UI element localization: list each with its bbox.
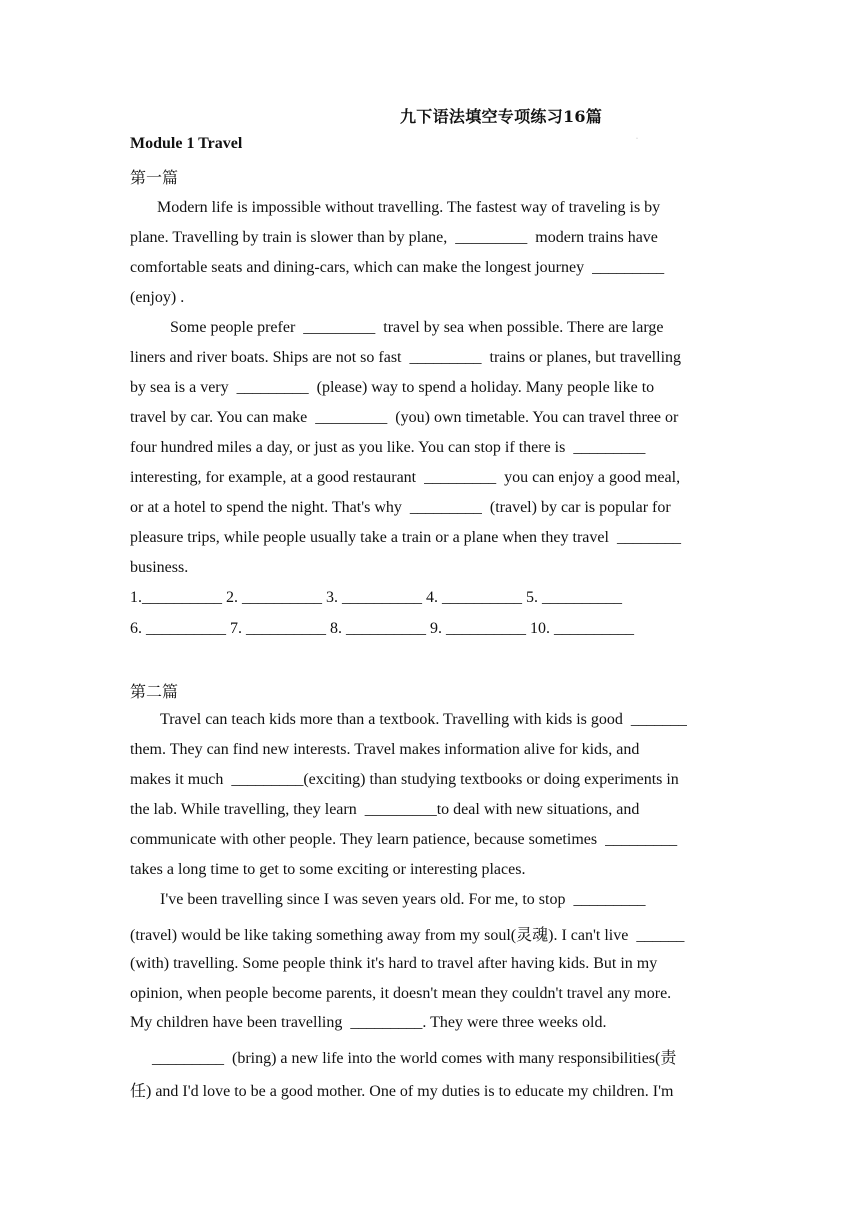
- passage1-line: pleasure trips, while people usually take a train or a plane when they travel ________: [130, 529, 681, 546]
- passage2-line: makes it much _________(exciting) than studying textbooks or doing experiments in: [130, 771, 679, 788]
- document-title: 九下语法填空专项练习16篇: [400, 107, 603, 126]
- passage2-line: Travel can teach kids more than a textbook. Travelling with kids is good _______: [160, 711, 687, 728]
- passage2-line: I've been travelling since I was seven years old. For me, to stop _________: [160, 891, 646, 908]
- passage2-line: the lab. While travelling, they learn _________to deal with new situations, and: [130, 801, 640, 818]
- passage2-line: them. They can find new interests. Travel makes information alive for kids, and: [130, 741, 640, 758]
- passage2-line: takes a long time to get to some exciting or interesting places.: [130, 861, 526, 878]
- passage2-line: My children have been travelling _________. They were three weeks old.: [130, 1014, 607, 1031]
- section-heading-1: 第一篇: [130, 168, 179, 187]
- passage1-line: plane. Travelling by train is slower than by plane, _________ modern trains have: [130, 229, 658, 246]
- answer-blanks-row-2: 6. __________ 7. __________ 8. __________ 9. __________ 10. __________: [130, 620, 634, 637]
- passage2-line: (travel) would be like taking something away from my soul(灵魂). I can't live ______: [130, 927, 685, 944]
- passage1-line: or at a hotel to spend the night. That's why _________ (travel) by car is popular for: [130, 499, 671, 516]
- stray-dot: ·: [636, 136, 638, 142]
- passage2-line: _________ (bring) a new life into the world comes with many responsibilities(责: [152, 1050, 677, 1067]
- passage1-line: interesting, for example, at a good restaurant _________ you can enjoy a good meal,: [130, 469, 681, 486]
- passage1-line: liners and river boats. Ships are not so fast _________ trains or planes, but travelling: [130, 349, 682, 366]
- passage1-line: Some people prefer _________ travel by sea when possible. There are large: [170, 319, 664, 336]
- passage1-line: travel by car. You can make _________ (you) own timetable. You can travel three or: [130, 409, 679, 426]
- passage2-line: 任) and I'd love to be a good mother. One of my duties is to educate my children. I'm: [130, 1083, 674, 1100]
- section-heading-2: 第二篇: [130, 682, 179, 701]
- passage2-line: (with) travelling. Some people think it's hard to travel after having kids. But in my: [130, 955, 658, 972]
- passage1-line: (enjoy) .: [130, 289, 185, 306]
- passage2-line: communicate with other people. They learn patience, because sometimes _________: [130, 831, 678, 848]
- answer-blanks-row-1: 1.__________ 2. __________ 3. __________ 4. __________ 5. __________: [130, 589, 622, 606]
- passage1-line: Modern life is impossible without travelling. The fastest way of traveling is by: [157, 199, 661, 216]
- module-heading: Module 1 Travel: [130, 135, 243, 152]
- passage1-line: four hundred miles a day, or just as you like. You can stop if there is _________: [130, 439, 646, 456]
- passage2-line: opinion, when people become parents, it doesn't mean they couldn't travel any more.: [130, 985, 672, 1002]
- passage1-line: business.: [130, 559, 189, 576]
- passage1-line: comfortable seats and dining-cars, which can make the longest journey _________: [130, 259, 665, 276]
- passage1-line: by sea is a very _________ (please) way to spend a holiday. Many people like to: [130, 379, 655, 396]
